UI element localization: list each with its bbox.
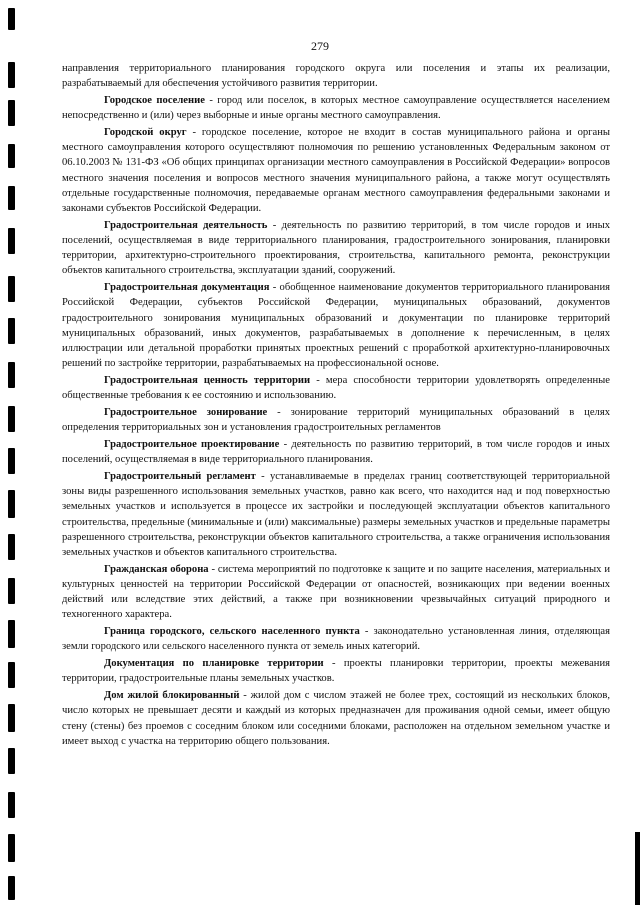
page-number: 279: [311, 39, 329, 53]
binding-mark: [8, 662, 15, 688]
entry-term: Документация по планировке территории: [104, 658, 324, 670]
binding-mark: [8, 704, 15, 732]
entry-definition: - городское поселение, которое не входит в состав муниципального района и органы местного самоуправления которого осуществляют полномочия по решению установленных Федеральным законом от 06.10.2003 № 131-ФЗ «Об общих принципах организации местного самоуправления в Российской Федерации» вопросов местного значения поселения и вопросов местного значения муниципального района, а также могут осуществлять отдельные государственные полномочия, передаваемые органам местного самоуправления федеральными законами и законами субъектов Российской Федерации.: [62, 127, 610, 215]
glossary-entry: [62, 125, 610, 216]
entry-term: Дом жилой блокированный: [104, 690, 240, 702]
binding-mark: [8, 490, 15, 518]
entry-term: Градостроительная деятельность: [104, 219, 268, 231]
entry-term: Градостроительное зонирование: [104, 407, 268, 419]
glossary-entry: [62, 280, 610, 371]
binding-mark: [8, 406, 15, 432]
entry-definition: - деятельность по развитию территорий, в том числе городов и иных поселений, осуществляемая в виде территориального планирования, градостроительного зонирования, планировки территории, архитектурно-строительного проектирования, строительства, капитального ремонта, реконструкции объектов капитального строительства, эксплуатации зданий, сооружений.: [62, 219, 610, 277]
binding-mark: [8, 62, 15, 88]
binding-mark: [8, 534, 15, 560]
binding-mark: [8, 144, 15, 168]
glossary-entry: [62, 624, 610, 654]
entry-definition: - устанавливаемые в пределах границ соответствующей территориальной зоны виды разрешенного использования земельных участков, равно как всего, что находится над и под поверхностью земельных участков и используется в процессе их застройки и последующей эксплуатации объектов капитального строительства, предельные (минимальные и (или) максимальные) размеры земельных участков и предельные параметры разрешенного строительства, реконструкции объектов капитального строительства, а также ограничения использования земельных участков и объектов капитального строительства.: [62, 471, 611, 559]
glossary-entry: [62, 562, 610, 623]
binding-mark: [8, 100, 15, 126]
entry-definition: - город или поселок, в которых местное самоуправление осуществляется населением непосредственно и (или) через выборные и иные органы местного самоуправления.: [62, 95, 610, 122]
glossary-entry: [62, 373, 610, 403]
binding-mark: [8, 448, 15, 474]
binding-mark: [8, 186, 15, 210]
entry-definition: - обобщенное наименование документов территориального планирования Российской Федерации, субъектов Российской Федерации, муниципальных образований, документов градостроительного зонирования муниципальных образований и документации по планировке территорий муниципальных образований, иных документов, разрабатываемых в дополнение к перечисленным, в целях иллюстрации или детальной проработки принятых проектных решений с проработкой архитектурно-планировочных решений по застройке территории, разрабатываемых на профессиональной основе.: [62, 282, 611, 370]
binding-mark: [8, 362, 15, 388]
glossary-entry: [62, 469, 610, 560]
binding-mark: [8, 834, 15, 862]
entry-definition: - мера способности территории удовлетворять определенные общественные требования к ее состоянию и использованию.: [62, 375, 610, 402]
intro-paragraph: направления территориального планирования городского округа или поселения и этапы их реализации, разрабатываемый для обеспечения устойчивого развития территории.: [62, 63, 610, 90]
binding-mark: [8, 8, 15, 30]
entry-term: Городское поселение: [104, 95, 205, 106]
entry-definition: - законодательно установленная линия, отделяющая земли городского или сельского населенного пункта от земель иных категорий.: [62, 626, 610, 653]
entry-term: Градостроительное проектирование: [104, 439, 280, 451]
glossary-entry: [62, 688, 610, 749]
entry-term: Градостроительная документация: [104, 282, 270, 294]
binding-mark: [8, 620, 15, 648]
binding-mark: [8, 876, 15, 900]
glossary-entry: [62, 405, 610, 435]
scan-edge-mark: [635, 832, 640, 905]
glossary-entry: [62, 437, 610, 467]
entry-definition: - жилой дом с числом этажей не более трех, состоящий из нескольких блоков, число которых не превышает десяти и каждый из которых предназначен для проживания одной семьи, имеет общую стену (стены) без проемов с соседним блоком или соседними блоками, расположен на отдельном земельном участке и имеет выход с участка на территорию общего пользования.: [62, 690, 610, 747]
glossary-entry: [62, 93, 610, 123]
entry-term: Гражданская оборона: [104, 563, 209, 575]
binding-mark: [8, 792, 15, 818]
binding-mark: [8, 318, 15, 344]
entry-term: Градостроительный регламент: [104, 471, 256, 483]
entry-definition: - деятельность по развитию территорий, в том числе городов и иных поселений, осуществляемая в виде территориального планирования.: [62, 439, 610, 466]
binding-mark: [8, 276, 15, 302]
entry-definition: - проекты планировки территории, проекты межевания территории, градостроительные планы земельных участков.: [62, 658, 610, 685]
entry-term: Граница городского, сельского населенного пункта: [104, 626, 360, 638]
glossary-text: [62, 61, 610, 751]
glossary-entry: [62, 656, 610, 686]
entry-term: Городской округ: [104, 127, 187, 138]
entry-definition: - зонирование территорий муниципальных образований в целях определения территориальных зон и установления градостроительных регламентов: [62, 407, 610, 434]
entry-term: Градостроительная ценность территории: [104, 375, 311, 387]
glossary-entry: [62, 218, 610, 279]
binding-mark: [8, 228, 15, 254]
binding-mark: [8, 748, 15, 774]
binding-mark: [8, 578, 15, 604]
entry-definition: - система мероприятий по подготовке к защите и по защите населения, материальных и культурных ценностей на территории Российской Федерации от опасностей, возникающих при ведении военных действий или вследствие этих действий, а также при возникновении чрезвычайных ситуаций природного и техногенного характера.: [62, 563, 610, 621]
